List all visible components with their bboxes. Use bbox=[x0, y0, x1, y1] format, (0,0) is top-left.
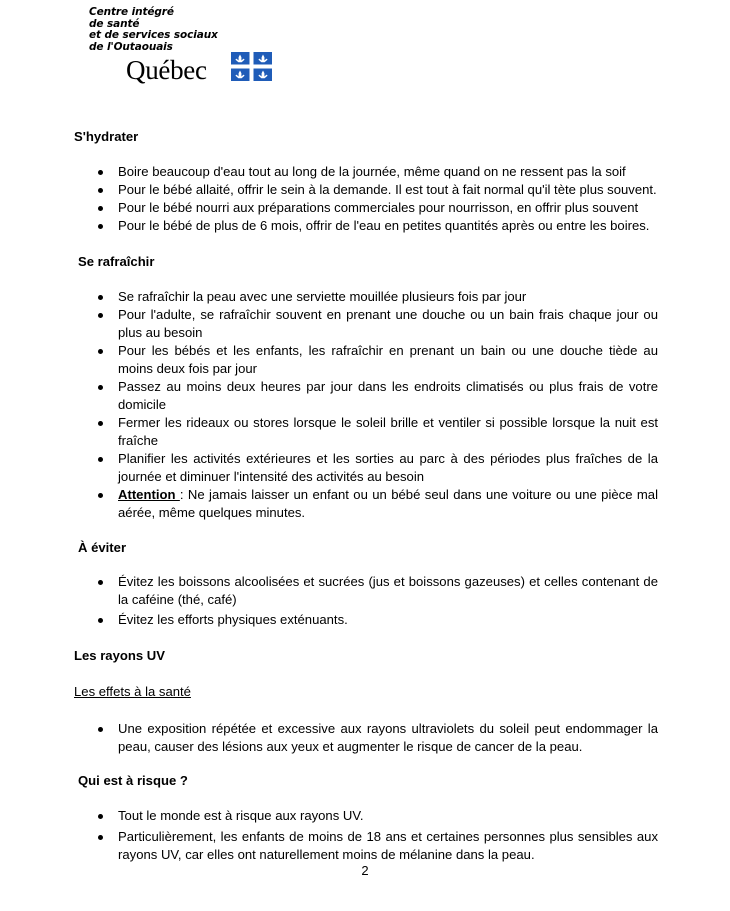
list-item: Pour le bébé allaité, offrir le sein à la demande. Il est tout à fait normal qu'il tète plus souvent. bbox=[74, 181, 658, 199]
list-qui-est-a-risque bbox=[74, 807, 658, 864]
org-line-4: de l'Outaouais bbox=[89, 40, 173, 53]
list-item: Passez au moins deux heures par jour dans les endroits climatisés ou plus frais de votre domicile bbox=[74, 378, 658, 414]
attention-label: Attention bbox=[118, 487, 180, 502]
list-item: Évitez les efforts physiques exténuants. bbox=[74, 611, 658, 629]
list-item: Fermer les rideaux ou stores lorsque le soleil brille et ventiler si possible lorsque la nuit est fraîche bbox=[74, 414, 658, 450]
list-item: Planifier les activités extérieures et les sorties au parc à des périodes plus fraîches de la journée et diminuer l'intensité des activités au besoin bbox=[74, 450, 658, 486]
quebec-flag-icon bbox=[231, 52, 272, 81]
subheading-effets-sante: Les effets à la santé bbox=[74, 684, 191, 699]
list-hydrater bbox=[74, 163, 658, 235]
cisss-quebec-logo bbox=[89, 7, 279, 87]
heading-hydrater: S'hydrater bbox=[74, 129, 139, 144]
list-item: Une exposition répétée et excessive aux rayons ultraviolets du soleil peut endommager la peau, causer des lésions aux yeux et augmenter le risque de cancer de la peau. bbox=[74, 720, 658, 756]
org-line-3: et de services sociaux bbox=[89, 29, 218, 41]
heading-rayons-uv: Les rayons UV bbox=[74, 648, 165, 663]
org-line-1: Centre intégré bbox=[89, 6, 174, 18]
list-item: Pour le bébé nourri aux préparations commerciales pour nourrisson, en offrir plus souvent bbox=[74, 199, 658, 217]
list-item: Boire beaucoup d'eau tout au long de la journée, même quand on ne ressent pas la soif bbox=[74, 163, 658, 181]
attention-item bbox=[74, 486, 658, 522]
list-rafraichir bbox=[74, 288, 658, 522]
list-effets-sante bbox=[74, 720, 658, 756]
quebec-wordmark: Québec bbox=[126, 55, 207, 85]
heading-qui-est-a-risque: Qui est à risque ? bbox=[78, 773, 188, 788]
list-item: Pour les bébés et les enfants, les rafraîchir en prenant un bain ou une douche tiède au moins deux fois par jour bbox=[74, 342, 658, 378]
list-item: Tout le monde est à risque aux rayons UV. bbox=[74, 807, 658, 825]
heading-rafraichir: Se rafraîchir bbox=[78, 254, 155, 269]
list-item: Pour l'adulte, se rafraîchir souvent en prenant une douche ou un bain frais chaque jour ou plus au besoin bbox=[74, 306, 658, 342]
heading-eviter: À éviter bbox=[78, 540, 127, 555]
list-item: Se rafraîchir la peau avec une serviette mouillée plusieurs fois par jour bbox=[74, 288, 658, 306]
list-eviter bbox=[74, 573, 658, 629]
org-line-2: de santé bbox=[89, 17, 140, 30]
list-item: Particulièrement, les enfants de moins de 18 ans et certaines personnes plus sensibles aux rayons UV, car elles ont naturellement moins de mélanine dans la peau. bbox=[74, 828, 658, 864]
list-item: Évitez les boissons alcoolisées et sucrées (jus et boissons gazeuses) et celles contenant de la caféine (thé, café) bbox=[74, 573, 658, 609]
page-number: 2 bbox=[361, 863, 369, 878]
list-item: Pour le bébé de plus de 6 mois, offrir de l'eau en petites quantités après ou entre les boires. bbox=[74, 217, 658, 235]
organization-name bbox=[89, 7, 218, 53]
attention-text: : Ne jamais laisser un enfant ou un bébé seul dans une voiture ou une pièce mal aérée, même quelques minutes. bbox=[118, 487, 658, 520]
